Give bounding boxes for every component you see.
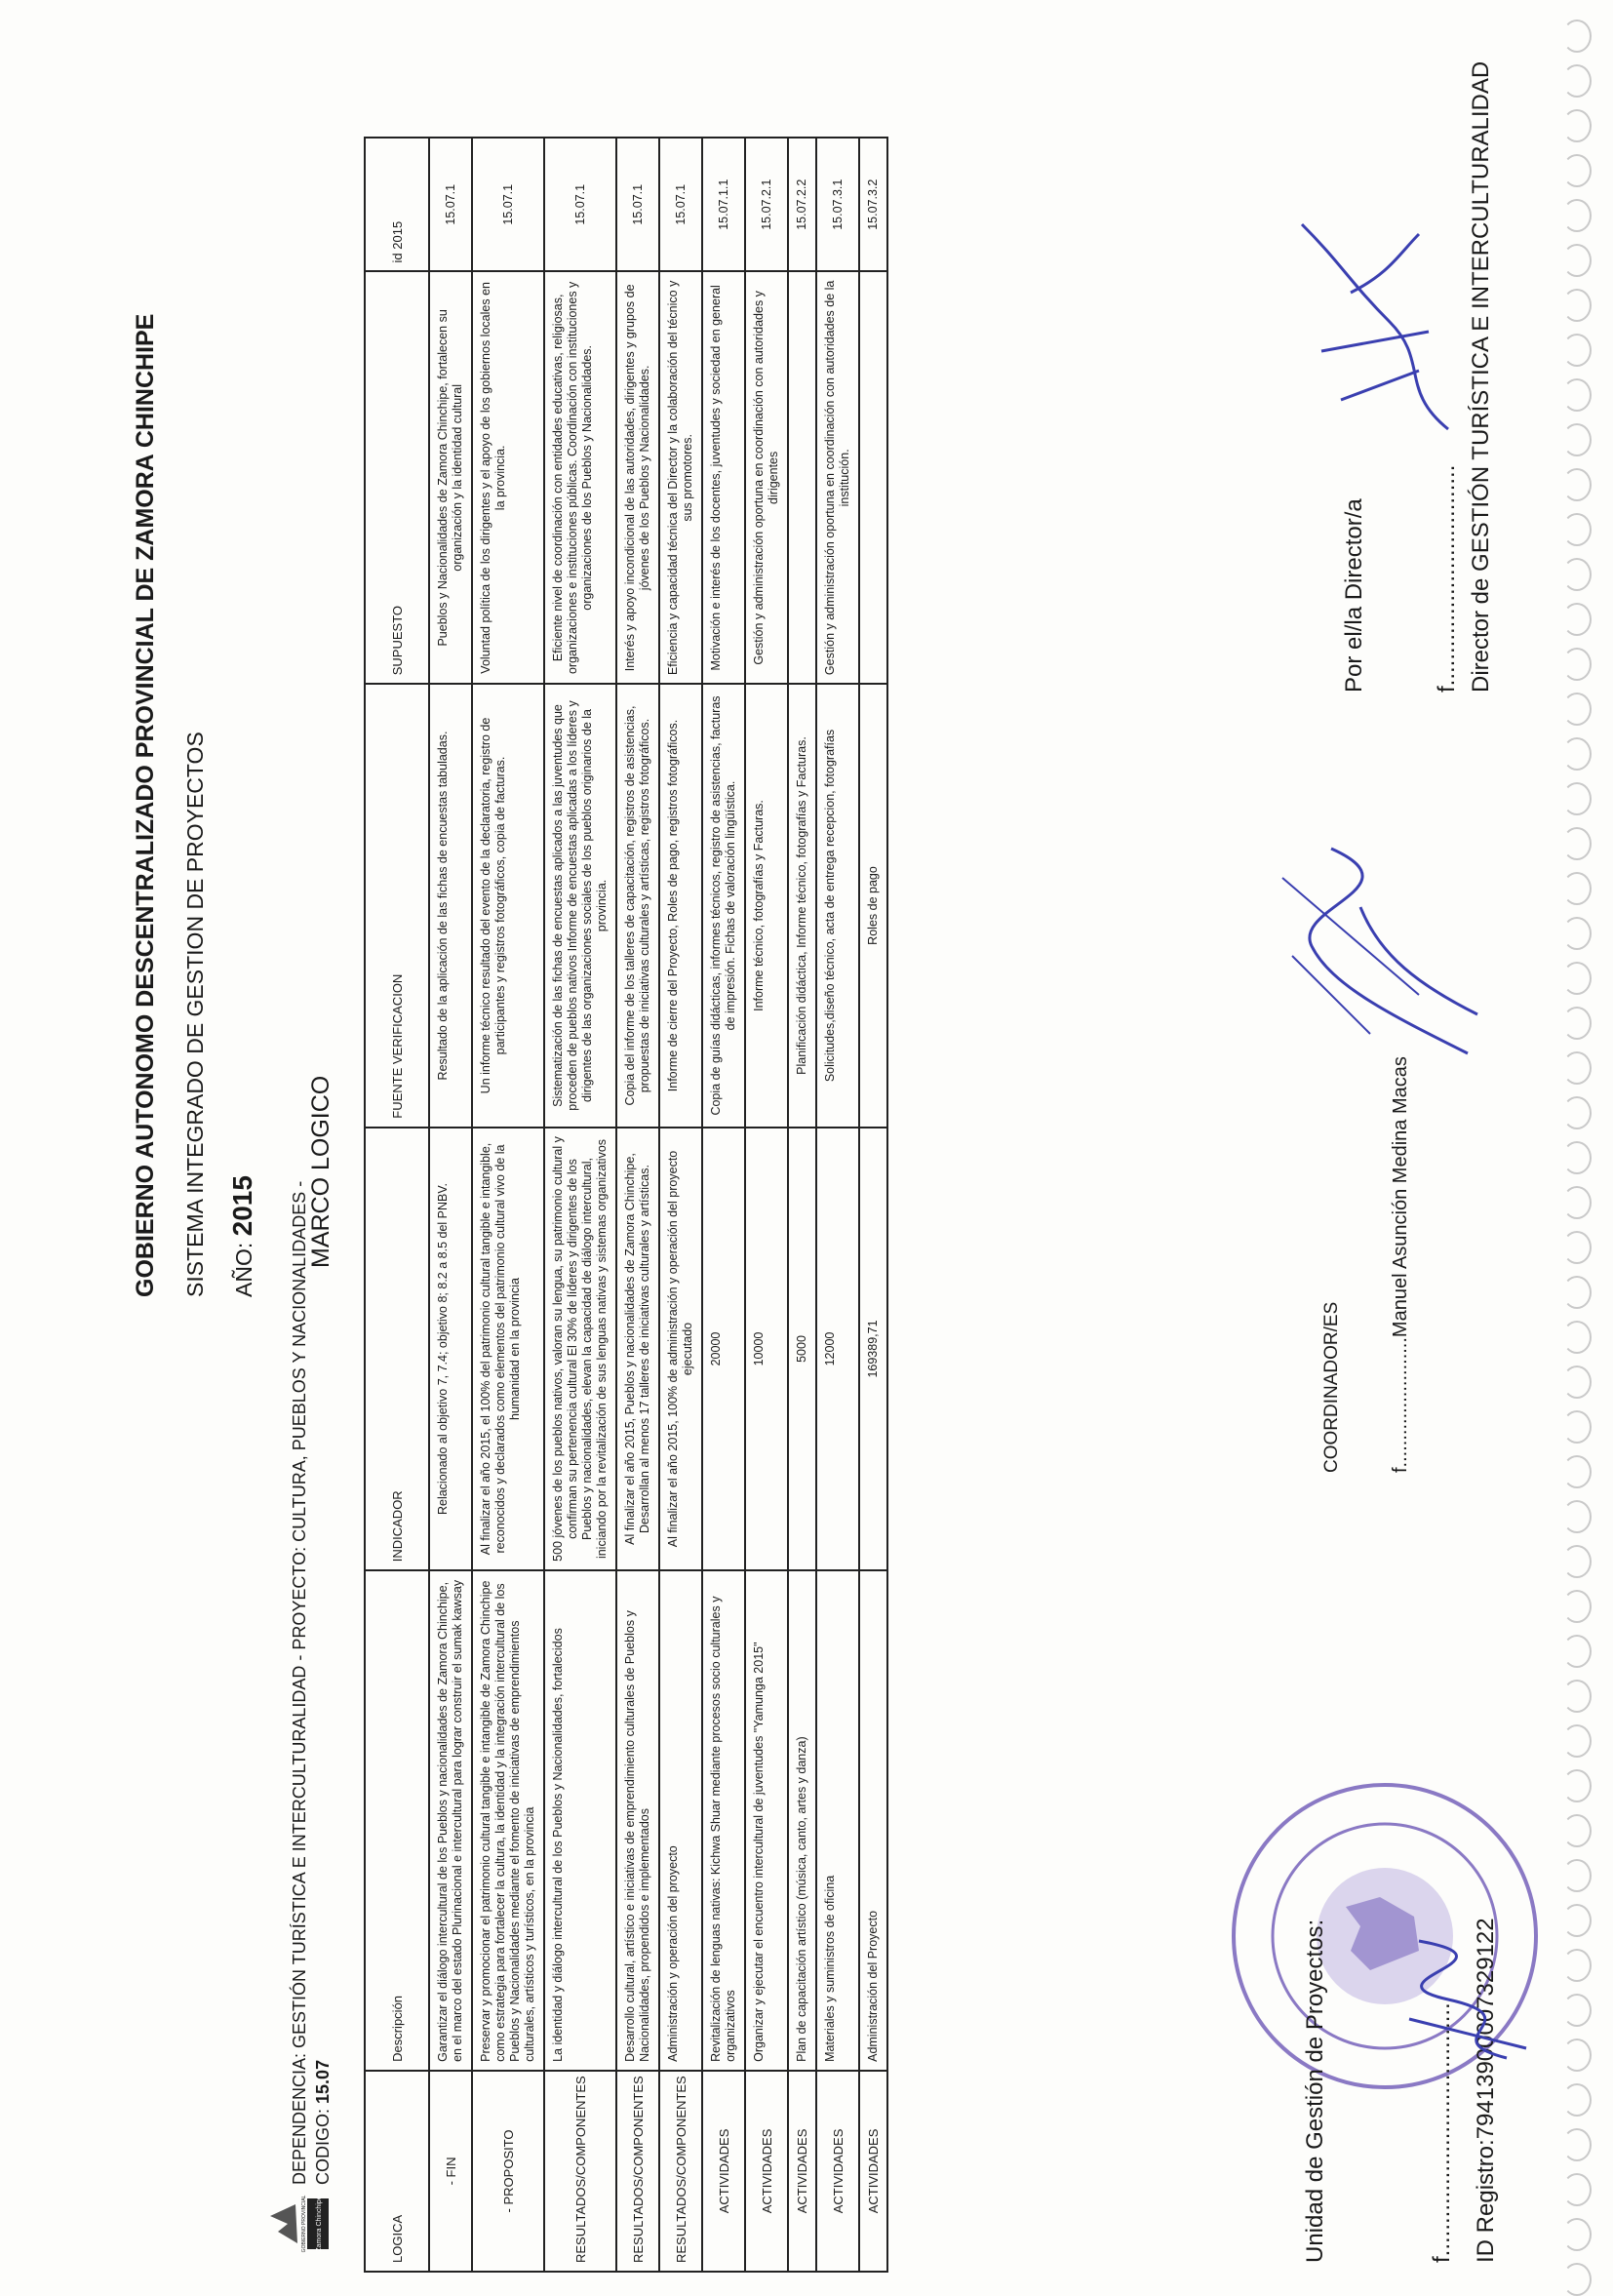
cell-supuesto: Interés y apoyo incondicional de las autoridades, dirigentes y grupos de jóvenes de los Pueblos y Nacionalidades. [616,271,659,684]
cell-supuesto: Motivación e interés de los docentes, juventudes y sociedad en general [702,271,745,684]
cell-id: 15.07.3.1 [816,138,859,271]
cell-logica: RESULTADOS/COMPONENTES [616,2071,659,2272]
binding-hole [1562,962,1592,995]
binding-hole [1562,2083,1592,2117]
cell-supuesto: Voluntad política de los dirigentes y el apoyo de los gobiernos locales en la provincia. [472,271,544,684]
binding-hole [1562,423,1592,456]
cell-indicador: 5000 [788,1128,816,1571]
binding-hole [1562,154,1592,187]
binding-hole [1562,1814,1592,1847]
cell-id: 15.07.1 [544,138,616,271]
cell-supuesto [788,271,816,684]
cell-supuesto: Eficiencia y capacidad técnica del Director y la colaboración del técnico y sus promotores. [659,271,702,684]
binding-hole [1562,1007,1592,1040]
cell-descripcion: Revitalización de lenguas nativas: Kichwa Shuar mediante procesos socio culturales y organizativos [702,1570,745,2071]
cell-fuente: Un informe técnico resultado del evento de la declaratoria, registro de participantes y registros fotográficos, copia de facturas. [472,684,544,1128]
registro-id: ID Registro:79413900007329122 [1473,1918,1499,2263]
binding-hole [1562,513,1592,546]
binding-hole [1562,1724,1592,1758]
cell-id: 15.07.1 [472,138,544,271]
binding-hole [1562,1231,1592,1264]
cell-fuente: Informe técnico, fotografías y Facturas. [745,684,788,1128]
binding-hole [1562,1949,1592,1982]
logo-text: Zamora Chinchipe [316,2196,323,2252]
cell-descripcion: Preservar y promocionar el patrimonio cultural tangible e intangible de Zamora Chinchipe como estrategia para fortalecer la cultura, la identidad y la integración intercultural de los Pueblos y Nacionalidades mediante el fomento de iniciativas de emprendimientos culturales, artísticos y turísticos, en la provincia [472,1570,544,2071]
rotated-page [122,60,1565,2273]
binding-hole [1562,244,1592,277]
cell-logica: - PROPOSITO [472,2071,544,2272]
table-row [859,138,887,2272]
director-label: Por el/la Director/a [1341,498,1367,693]
binding-hole [1562,64,1592,98]
cell-descripcion: Administración del Proyecto [859,1570,887,2071]
year-value: 2015 [227,1175,257,1237]
col-header-logica: LOGICA [365,2071,429,2272]
cell-fuente: Planificación didáctica, Informe técnico, fotografías y Facturas. [788,684,816,1128]
coordinator-line [1390,1056,1412,1473]
col-header-fuente: FUENTE VERIFICACION [365,684,429,1128]
cell-logica: ACTIVIDADES [859,2071,887,2272]
table-row [472,138,544,2272]
cell-fuente: Copia de guías didácticas, informes técnicos, registro de asistencias, facturas de impresión. Fichas de valoración lingüística. [702,684,745,1128]
binding-hole [1562,1904,1592,1937]
binding-hole [1562,199,1592,232]
col-header-id: id 2015 [365,138,429,271]
table-row [788,138,816,2272]
handwritten-signature-director [1282,205,1477,439]
table-row [816,138,859,2272]
cell-logica: - FIN [429,2071,472,2272]
cell-id: 15.07.2.1 [745,138,788,271]
cell-supuesto: Gestión y administración oportuna en coordinación con autoridades y dirigentes [745,271,788,684]
cell-indicador: Relacionado al objetivo 7, 7.4; objetivo 8; 8.2 a 8.5 del PNBV. [429,1128,472,1571]
cell-id: 15.07.1 [659,138,702,271]
cell-descripcion: Administración y operación del proyecto [659,1570,702,2071]
handwritten-signature-unit [1390,1921,1546,2078]
col-header-descripcion: Descripción [365,1570,429,2071]
binding-hole [1562,2218,1592,2251]
table-row [702,138,745,2272]
binding-hole [1562,468,1592,501]
project-code: 15.07 [313,2059,333,2104]
org-title: GOBIERNO AUTONOMO DESCENTRALIZADO PROVINCIAL DE ZAMORA CHINCHIPE [132,313,159,1297]
binding-hole [1562,1859,1592,1892]
year-line [227,1175,258,1297]
binding-hole [1562,1545,1592,1578]
binding-hole [1562,1366,1592,1399]
director-title: Director de GESTIÓN TURÍSTICA E INTERCULTURALIDAD [1468,60,1494,693]
cell-fuente: Sistematización de las fichas de encuestas aplicados a las juventudes que proceden de pueblos nativos Informe de encuestas aplicadas a los líderes y dirigentes de las organizaciones sociales de los pueblos originarios de la provincia. [544,684,616,1128]
binding-hole [1562,1769,1592,1802]
cell-fuente: Informe de cierre del Proyecto, Roles de pago, registros fotográficos. [659,684,702,1128]
cell-indicador: Al finalizar el año 2015, 100% de administración y operación del proyecto ejecutado [659,1128,702,1571]
cell-logica: RESULTADOS/COMPONENTES [659,2071,702,2272]
binding-hole [1562,1321,1592,1354]
binding-hole [1562,334,1592,367]
binding-hole [1562,1455,1592,1488]
cell-fuente: Copia del informe de los talleres de capacitación, registros de asistencias, propuestas de iniciativas culturales y artísticas, registros fotográficos. [616,684,659,1128]
binding-hole [1562,1500,1592,1533]
cell-id: 15.07.1 [616,138,659,271]
col-header-supuesto: SUPUESTO [365,271,429,684]
binding-hole [1562,782,1592,815]
document-title: MARCO LOGICO [307,1075,334,1268]
table-row [616,138,659,2272]
table-row [745,138,788,2272]
handwritten-signature-coordinator [1273,819,1497,1073]
cell-id: 15.07.3.2 [859,138,887,271]
binding-hole [1562,1096,1592,1129]
cell-logica: ACTIVIDADES [816,2071,859,2272]
cell-logica: ACTIVIDADES [702,2071,745,2272]
dependency-text: DEPENDENCIA: GESTIÓN TURÍSTICA E INTERCULTURALIDAD - PROYECTO: CULTURA, PUEBLOS Y NACIONALIDADES - CODIGO: [290,1180,333,2185]
binding-hole [1562,109,1592,142]
binding-hole [1562,1410,1592,1444]
binding-hole [1562,872,1592,905]
cell-logica: ACTIVIDADES [745,2071,788,2272]
binding-hole [1562,2128,1592,2161]
binding-hole [1562,917,1592,950]
logo-small-text: GOBIERNO PROVINCIAL [301,2195,307,2253]
binding-hole [1562,1276,1592,1309]
table-body [429,138,887,2272]
cell-fuente: Solicitudes,diseño técnico, acta de entrega recepcion, fotografías [816,684,859,1128]
cell-descripcion: Desarrollo cultural, artístico e iniciativas de emprendimiento culturales de Pueblos y Nacionalidades, propendidos e implementados [616,1570,659,2071]
binding-hole [1562,2173,1592,2206]
coordinator-label: COORDINADOR/ES [1321,1301,1342,1473]
table-header-row [365,138,429,2272]
year-label: AÑO: [231,1242,256,1297]
binding-hole [1562,1590,1592,1623]
cell-descripcion: La identidad y diálogo intercultural de los Pueblos y Nacionalidades, fortalecidos [544,1570,616,2071]
binding-hole [1562,1051,1592,1085]
logo-icon [258,2195,336,2253]
binding-hole [1562,1141,1592,1174]
cell-supuesto: Gestión y administración oportuna en coordinación con autoridades de la institución. [816,271,859,684]
unit-label: Unidad de Gestión de Proyectos: [1302,1919,1328,2263]
unit-signature-line: f....................................... [1429,2002,1455,2263]
coordinator-signature-line: f........................ [1390,1337,1411,1473]
table-row [429,138,472,2272]
system-title: SISTEMA INTEGRADO DE GESTION DE PROYECTOS [182,732,208,1297]
cell-logica: RESULTADOS/COMPONENTES [544,2071,616,2272]
binding-hole [1562,1680,1592,1713]
binding-hole [1562,20,1592,53]
cell-indicador: 12000 [816,1128,859,1571]
cell-id: 15.07.1 [429,138,472,271]
cell-id: 15.07.2.2 [788,138,816,271]
cell-supuesto: Pueblos y Nacionalidades de Zamora Chinchipe, fortalecen su organización y la identidad cultural [429,271,472,684]
binding-hole [1562,558,1592,591]
binding-hole [1562,2263,1592,2296]
binding-hole [1562,2039,1592,2072]
director-signature-line: f.................................. [1434,464,1460,693]
cell-descripcion: Garantizar el diálogo intercultural de los Pueblos y nacionalidades de Zamora Chinchipe, en el marco del estado Plurinacional e intercultural para lograr construir el sumak kawsay [429,1570,472,2071]
table-row [659,138,702,2272]
binding-hole [1562,827,1592,860]
dependency-line [288,1161,334,2185]
cell-descripcion: Plan de capacitación artístico (música, canto, artes y danza) [788,1570,816,2071]
cell-indicador: Al finalizar el año 2015, Pueblos y nacionalidades de Zamora Chinchipe, Desarrollan al menos 17 talleres de iniciativas culturales y artísticas. [616,1128,659,1571]
cell-supuesto: Eficiente nivel de coordinación con entidades educativas, religiosas, organizaciones e instituciones públicas. Coordinación con instituciones y organizaciones de los Pueblos y Nacionalidades. [544,271,616,684]
cell-indicador: 500 jóvenes de los pueblos nativos, valoran su lengua, su patrimonio cultural y confirman su pertenencia cultural El 30% de líderes y dirigentes de los Pueblos y nacionalidades, elevan la capacidad de diálogo intercultural, iniciando por la revitalización de sus lenguas nativas y sistemas organizativos [544,1128,616,1571]
binding-hole [1562,289,1592,322]
cell-descripcion: Organizar y ejecutar el encuentro intercultural de juventudes "Yamunga 2015" [745,1570,788,2071]
cell-indicador: 10000 [745,1128,788,1571]
cell-supuesto [859,271,887,684]
table-row [544,138,616,2272]
cell-indicador: 20000 [702,1128,745,1571]
col-header-indicador: INDICADOR [365,1128,429,1571]
binding-hole [1562,603,1592,636]
cell-id: 15.07.1.1 [702,138,745,271]
binding-hole [1562,1994,1592,2027]
binding-hole [1562,648,1592,681]
coordinator-name: Manuel Asunción Medina Macas [1390,1056,1411,1338]
cell-fuente: Resultado de la aplicación de las fichas de encuestas tabuladas. [429,684,472,1128]
binding-hole [1562,378,1592,412]
binding-hole [1562,1635,1592,1668]
cell-logica: ACTIVIDADES [788,2071,816,2272]
binding-hole [1562,1186,1592,1219]
cell-descripcion: Materiales y suministros de oficina [816,1570,859,2071]
logical-framework-table [364,137,888,2273]
binding-hole [1562,737,1592,771]
cell-indicador: 169389,71 [859,1128,887,1571]
cell-indicador: Al finalizar el año 2015, el 100% del patrimonio cultural tangible e intangible, reconocidos y declarados como elementos del patrimonio cultural vivo de la humanidad en la provincia [472,1128,544,1571]
binding-hole [1562,693,1592,726]
cell-fuente: Roles de pago [859,684,887,1128]
